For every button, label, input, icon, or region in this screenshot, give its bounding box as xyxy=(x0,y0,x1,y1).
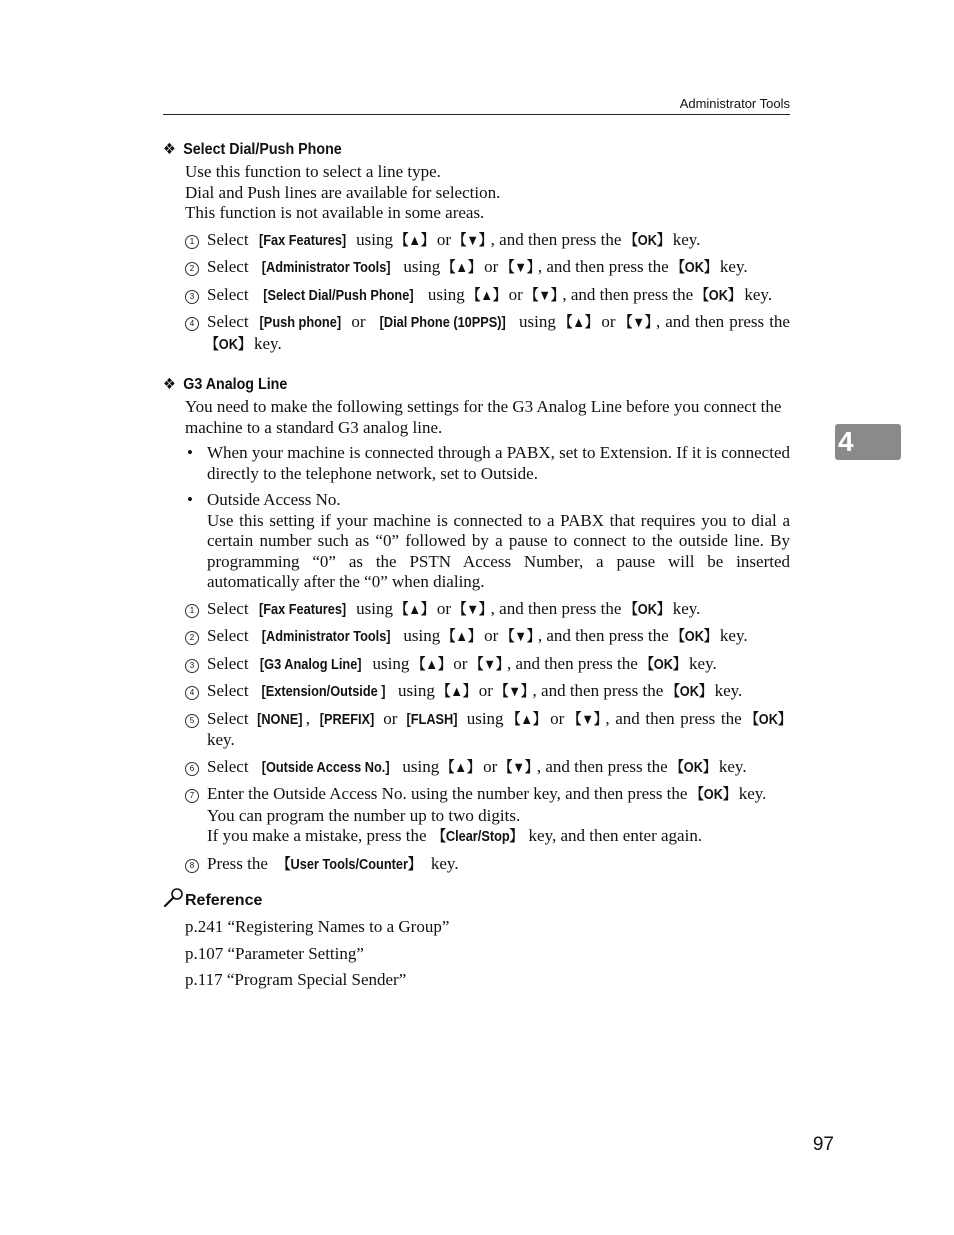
key-label: 【▼】 xyxy=(501,629,540,645)
key-label: 【▲】 xyxy=(559,315,598,331)
section-title: G3 Analog Line xyxy=(183,376,288,393)
step-text: using xyxy=(351,229,398,249)
page-number: 97 xyxy=(812,1134,834,1155)
step-item xyxy=(163,854,790,876)
key-label: [Push phone] xyxy=(259,315,341,331)
circled-number-icon xyxy=(185,789,199,803)
key-label: [NONE] xyxy=(257,711,303,728)
step-number: 4 xyxy=(189,688,195,697)
step-text: Enter the Outside Access No. using the number key, and then press the xyxy=(207,784,692,803)
step-number: 3 xyxy=(189,660,195,670)
step-text: key. xyxy=(715,626,748,645)
sections-container xyxy=(163,140,790,875)
step-text: or xyxy=(479,257,503,276)
step-line xyxy=(207,599,790,621)
running-header-title: Administrator Tools xyxy=(679,96,790,111)
step-line xyxy=(207,626,790,648)
diamond-bullet-icon: ❖ xyxy=(163,376,176,393)
step-line xyxy=(207,312,790,355)
step-text: using xyxy=(513,312,561,331)
key-label: 【OK】 xyxy=(624,232,670,249)
section-description xyxy=(163,397,790,438)
step-text: , and then press the xyxy=(655,312,790,331)
step-text: using xyxy=(399,626,445,645)
step-item xyxy=(163,681,790,703)
step-text: or xyxy=(544,708,570,728)
step-line xyxy=(207,285,790,307)
bullet-dot-icon: • xyxy=(187,490,193,509)
step-text: or xyxy=(377,708,404,728)
description-line: Dial and Push lines are available for selection. xyxy=(185,182,501,202)
bullet-dot-icon: • xyxy=(187,443,193,462)
section-heading xyxy=(163,375,740,395)
step-text: , and then press the xyxy=(490,598,626,618)
step-item xyxy=(163,599,790,621)
step-number: 1 xyxy=(189,236,195,246)
step-text: Select xyxy=(207,756,253,776)
step-text: You can program the number up to two digits. xyxy=(207,805,521,825)
step-text: Select xyxy=(207,708,255,728)
step-text: , and then press the xyxy=(605,708,748,728)
circled-number-icon xyxy=(185,604,199,618)
step-text: using xyxy=(398,756,444,776)
reference-title: Reference xyxy=(185,892,263,909)
key-label: [Fax Features] xyxy=(258,601,346,618)
step-text: or xyxy=(596,312,621,331)
bullet-list xyxy=(163,443,790,593)
reference-list xyxy=(163,917,790,991)
section xyxy=(163,375,790,875)
reference-link: p.117 “Program Special Sender” xyxy=(185,970,407,989)
step-item xyxy=(163,626,790,648)
key-label: [Administrator Tools] xyxy=(261,629,391,645)
key-label: 【▼】 xyxy=(453,601,493,618)
step-text: or xyxy=(474,681,498,700)
key-label: 【▲】 xyxy=(467,287,506,304)
key-label: 【▲】 xyxy=(507,711,546,728)
key-label: 【OK】 xyxy=(696,287,742,304)
step-text: , and then press the xyxy=(536,756,672,776)
circled-number-icon xyxy=(185,659,199,673)
reference-heading xyxy=(163,891,790,911)
step-text: key. xyxy=(740,284,773,304)
step-text: Press the xyxy=(207,853,273,873)
step-text: Select xyxy=(207,626,253,645)
key-label: 【▲】 xyxy=(443,629,482,645)
circled-number-icon xyxy=(185,714,199,728)
step-text: , and then press the xyxy=(537,257,673,276)
step-text: Select xyxy=(207,653,253,673)
step-text: , and then press the xyxy=(562,284,698,304)
step-number: 2 xyxy=(189,633,195,642)
key-label: [Select Dial/Push Phone] xyxy=(263,287,414,304)
step-number: 3 xyxy=(189,291,195,301)
step-text: using xyxy=(461,708,510,728)
key-label: 【▼】 xyxy=(525,287,564,304)
step-text: , and then press the xyxy=(537,626,673,645)
description-line: This function is not available in some areas. xyxy=(185,203,485,222)
step-text: key. xyxy=(426,853,459,873)
step-text: using xyxy=(351,598,398,618)
bullet-item xyxy=(163,443,790,484)
key-label: [PREFIX] xyxy=(319,711,374,728)
step-item xyxy=(163,757,790,779)
step-text: , and then press the xyxy=(490,229,626,249)
step-line xyxy=(207,757,790,779)
circled-number-icon xyxy=(185,631,199,645)
section-description xyxy=(163,162,790,224)
circled-number-icon xyxy=(185,262,199,276)
step-line xyxy=(207,257,790,279)
key-label: 【OK】 xyxy=(671,629,717,645)
step-text: or xyxy=(346,312,371,331)
step-text: key. xyxy=(207,730,235,749)
key-label: 【▼】 xyxy=(470,656,509,673)
bullet-text: Use this setting if your machine is connected to a PABX that requires you to dial a certain number such as “0” followed by a pause to connect to the outside line. By programming “0” as the PSTN Access Number, a pause will be inserted automatically after the “0” when dialing. xyxy=(207,510,790,591)
step-text: or xyxy=(504,284,527,304)
step-line xyxy=(207,654,790,676)
step-item xyxy=(163,784,790,848)
key-label: 【▲】 xyxy=(442,759,481,776)
step-note xyxy=(207,806,790,827)
step-text: using xyxy=(368,653,414,673)
step-item xyxy=(163,285,790,307)
key-label: 【▲】 xyxy=(443,260,482,276)
step-text: key. xyxy=(714,756,747,776)
circled-number-icon xyxy=(185,686,199,700)
step-line xyxy=(207,681,790,703)
step-number: 4 xyxy=(189,319,195,328)
bullet-text: When your machine is connected through a PABX, set to Extension. If it is connected directly to the telephone network, set to Outside. xyxy=(207,443,790,483)
key-label: 【OK】 xyxy=(690,787,736,803)
step-text: Select xyxy=(207,229,253,249)
description-line: Use this function to select a line type. xyxy=(185,162,441,181)
bullet-text: Outside Access No. xyxy=(207,490,341,509)
section xyxy=(163,140,790,375)
step-item xyxy=(163,257,790,279)
step-text: Select xyxy=(207,257,253,276)
key-label: 【OK】 xyxy=(666,684,712,700)
key-label: 【▲】 xyxy=(412,656,451,673)
step-text: Select xyxy=(207,312,254,331)
key-label: 【▲】 xyxy=(395,232,435,249)
step-text: key. xyxy=(734,784,767,803)
key-label: [Administrator Tools] xyxy=(261,260,391,276)
circled-number-icon xyxy=(185,859,199,873)
step-text: key. xyxy=(668,598,701,618)
step-line xyxy=(207,854,790,876)
chapter-tab: 4 xyxy=(835,424,901,460)
step-text: , and then press the xyxy=(532,681,668,700)
step-line xyxy=(207,784,790,806)
step-text: or xyxy=(478,756,502,776)
header-rule xyxy=(163,114,790,115)
step-number: 6 xyxy=(189,763,195,773)
key-label: 【OK】 xyxy=(624,601,670,618)
step-text: using xyxy=(399,257,445,276)
key-label: [FLASH] xyxy=(406,711,458,728)
step-item xyxy=(163,709,790,751)
step-text: or xyxy=(432,229,456,249)
step-number: 7 xyxy=(189,791,195,800)
step-text: key. xyxy=(668,229,701,249)
step-number: 2 xyxy=(189,264,195,273)
bullet-item xyxy=(163,490,790,593)
step-list xyxy=(163,599,790,876)
circled-number-icon xyxy=(185,235,199,249)
step-line xyxy=(207,709,790,751)
step-line xyxy=(207,230,790,252)
step-text: , xyxy=(305,708,316,728)
step-number: 5 xyxy=(189,715,195,725)
key-label: [Fax Features] xyxy=(258,232,346,249)
step-text: , and then press the xyxy=(507,653,643,673)
section-heading xyxy=(163,140,740,160)
reference-link: p.241 “Registering Names to a Group” xyxy=(185,917,450,936)
step-text: key. xyxy=(715,257,748,276)
step-text: key. xyxy=(249,333,282,353)
step-text: or xyxy=(479,626,503,645)
key-label: 【User Tools/Counter】 xyxy=(277,856,421,873)
step-text: key, and then enter again. xyxy=(524,826,703,845)
key-label: [G3 Analog Line] xyxy=(259,656,362,673)
magnifier-icon xyxy=(163,887,185,909)
key-label: 【Clear/Stop】 xyxy=(432,829,523,845)
step-text: or xyxy=(432,598,456,618)
page-content xyxy=(163,140,790,991)
reference-link: p.107 “Parameter Setting” xyxy=(185,943,364,963)
step-text: Select xyxy=(207,598,253,618)
step-item xyxy=(163,654,790,676)
key-label: 【▼】 xyxy=(501,260,540,276)
step-text: Select xyxy=(207,284,253,304)
circled-number-icon xyxy=(185,317,199,331)
circled-number-icon xyxy=(185,762,199,776)
step-number: 8 xyxy=(189,860,195,870)
step-text: key. xyxy=(710,681,743,700)
step-text: Select xyxy=(207,681,253,700)
step-text: key. xyxy=(684,653,717,673)
key-label: 【OK】 xyxy=(671,260,717,276)
step-text: using xyxy=(393,681,440,700)
key-label: 【OK】 xyxy=(746,711,791,728)
key-label: 【OK】 xyxy=(641,656,686,673)
key-label: 【▲】 xyxy=(395,601,435,618)
key-label: 【▼】 xyxy=(619,315,658,331)
section-title: Select Dial/Push Phone xyxy=(183,141,342,158)
key-label: 【▼】 xyxy=(568,711,607,728)
key-label: [Outside Access No.] xyxy=(261,759,390,776)
key-label: 【▲】 xyxy=(437,684,476,700)
step-note xyxy=(207,826,790,848)
step-item xyxy=(163,230,790,252)
step-number: 1 xyxy=(189,605,195,615)
key-label: 【OK】 xyxy=(206,336,251,353)
step-text: using xyxy=(423,284,469,304)
section-spacer xyxy=(163,361,790,375)
key-label: 【▼】 xyxy=(500,759,539,776)
step-item xyxy=(163,312,790,355)
key-label: 【OK】 xyxy=(670,759,716,776)
diamond-bullet-icon: ❖ xyxy=(163,141,176,158)
key-label: 【▼】 xyxy=(495,684,534,700)
step-list xyxy=(163,230,790,356)
key-label: [Extension/Outside ] xyxy=(261,684,386,700)
description-line: You need to make the following settings for the G3 Analog Line before you connect the machine to a standard G3 analog line. xyxy=(185,397,782,437)
key-label: 【▼】 xyxy=(453,232,493,249)
circled-number-icon xyxy=(185,290,199,304)
step-text: If you make a mistake, press the xyxy=(207,826,431,845)
key-label: [Dial Phone (10PPS)] xyxy=(379,315,506,331)
step-text: or xyxy=(448,653,472,673)
